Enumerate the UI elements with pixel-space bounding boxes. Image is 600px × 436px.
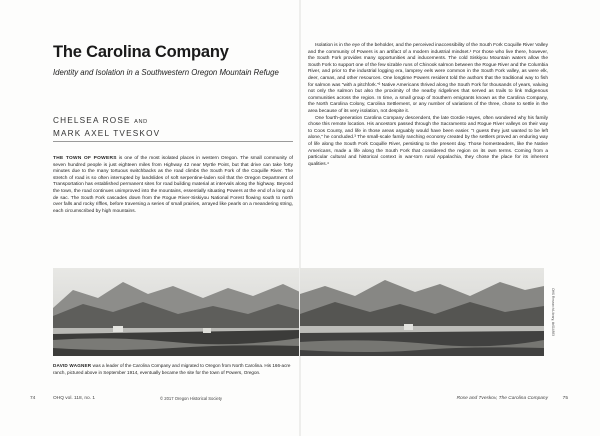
photo-caption — [53, 363, 293, 376]
journal-citation: OHQ vol. 118, no. 1 — [53, 396, 96, 401]
caption-subject: DAVID WAGNER — [53, 363, 92, 368]
photo-credit — [549, 268, 557, 356]
lead-in: THE TOWN OF POWERS — [53, 156, 117, 161]
panorama-left-image — [53, 268, 300, 356]
panorama-right-image — [300, 268, 544, 356]
opening-paragraph — [53, 156, 293, 215]
panorama-photo-right — [300, 268, 544, 356]
copyright-notice: © 2017 Oregon Historical Society — [160, 396, 222, 401]
article-authors — [53, 115, 293, 139]
right-page — [300, 0, 600, 436]
caption-text: was a leader of the Carolina Company and migrated to Oregon from North Carolina. His 166-acre ranch, pictured above in September 1914, eventually became the site for the town of Powers, Oregon. — [53, 363, 291, 375]
article-title: The Carolina Company — [53, 43, 229, 61]
photo-credit-text: OHS Research Library, bb014893 — [551, 288, 555, 336]
page-number-right: 75 — [562, 396, 568, 401]
opening-text: is one of the most isolated places in western Oregon. The small community of seven hundred people is just eighteen miles from Highway 42 near Myrtle Point, but that drive can take forty minutes due to the many tortuous switchbacks as the road climbs the South Fork of the Coquille River. The stretch of road is so often interrupted by landslides of soft serpentine-laden soil that the Oregon Department of Transportation has established permanent sites for road building material at intervals along the highway. Beyond the town, the road continues unimproved into the mountains, essentially situating Powers at the end of a long cul de sac. The South Fork cascades down from the Rogue River-Siskiyou National Forest flowing south to north over falls and rocky riffles, before traversing a series of small prairies, arrayed like pearls on a meandering string, each circumscribed by high mountains. — [53, 156, 294, 214]
paragraph-isolation: Isolation is in the eye of the beholder, and the perceived inaccessibility of the South Fork Coquille River Valley and the community of Powers is an artifact of a modern industrial mindset.¹ For those who live there, however, the South Fork provides many opportunities and inducements. The cold Siskiyou Mountain waters allow the South Fork to support one of the few sizable runs of Chinook salmon between the Rogue River and the Columbia River, and prior to the industrial logging era, lamprey eels were common in the South Fork valley, as were elk, deer, camas, and other resources. One longtime Powers resident told the authors that the traditional way to fish for salmon was "with a pitchfork."² Native Americans thrived along the South Fork for thousands of years, valuing not only the salmon but also the proximity of the nearby ridgelines that served as trails to link Indigenous communities across the region. In time, a small group of Southern emigrants known as the Carolina Company, the North Carolina Colony, Carolina Settlement, or any number of variations of the three, chose to settle in the area because of its very isolation, not despite it. — [308, 43, 548, 114]
author-one: CHELSEA ROSE — [53, 116, 131, 125]
page-number-left: 74 — [30, 396, 36, 401]
right-column — [308, 43, 548, 168]
paragraph-hayes: One fourth-generation Carolina Company descendent, the late Gordie Hayes, often wondered why his family chose this remote location. His ancestors passed through the Sacramento and Rogue River valleys on their way to Coos County, and life in those areas arguably would have been easier. "I guess they just wanted to be left alone," he concluded.³ The small-scale family ranching economy created by the settlers proved an enduring way of life along the South Fork Coquille River, persisting to the present day. Those homesteaders, like the Native Americans, made a life along the South Fork that considered the region on its own terms. Coming from a particular cultural and historical context in war-torn rural Appalachia, they chose the place for its inherent qualities.⁴ — [308, 115, 548, 167]
author-conjunction: AND — [134, 119, 148, 125]
author-two: MARK AXEL TVESKOV — [53, 129, 161, 138]
title-divider — [53, 141, 293, 142]
article-subtitle: Identity and Isolation in a Southwestern Oregon Mountain Refuge — [53, 68, 279, 77]
panorama-photo-left — [53, 268, 300, 356]
running-head: Rose and Tveskov, The Carolina Company — [456, 396, 548, 401]
